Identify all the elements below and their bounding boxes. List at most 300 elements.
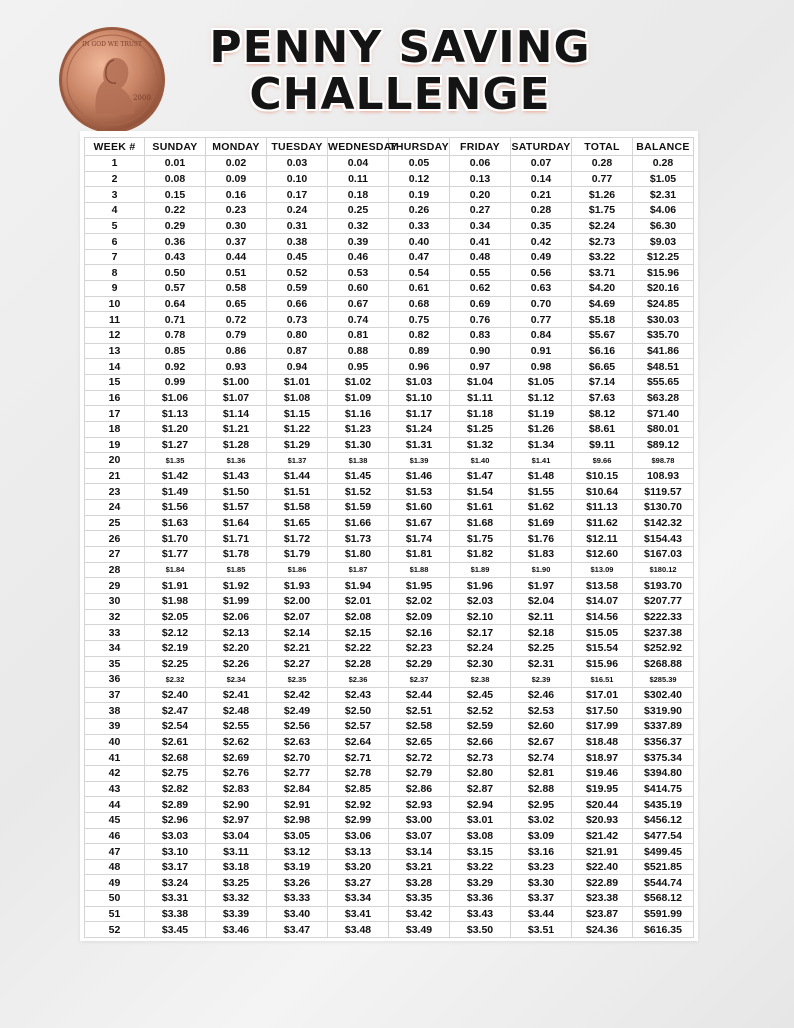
table-row (85, 484, 694, 500)
week-number-cell: 32 (85, 609, 145, 625)
week-number-cell: 34 (85, 640, 145, 656)
amount-cell: 0.24 (267, 202, 328, 218)
amount-cell: 0.20 (450, 187, 511, 203)
table-row (85, 797, 694, 813)
amount-cell: $3.71 (572, 265, 633, 281)
amount-cell: 0.57 (145, 281, 206, 297)
amount-cell: $4.20 (572, 281, 633, 297)
amount-cell: $2.03 (450, 593, 511, 609)
amount-cell: $3.29 (450, 875, 511, 891)
amount-cell: $1.36 (206, 453, 267, 469)
amount-cell: $2.45 (450, 687, 511, 703)
amount-cell: $1.53 (389, 484, 450, 500)
amount-cell: $1.46 (389, 468, 450, 484)
amount-cell: $1.76 (511, 531, 572, 547)
amount-cell: $1.23 (328, 421, 389, 437)
amount-cell: $1.86 (267, 562, 328, 578)
column-header: WEDNESDAY (328, 138, 389, 156)
table-row (85, 312, 694, 328)
amount-cell: $8.61 (572, 421, 633, 437)
amount-cell: 0.27 (450, 202, 511, 218)
amount-cell: $2.51 (389, 703, 450, 719)
amount-cell: 0.50 (145, 265, 206, 281)
week-number-cell: 29 (85, 578, 145, 594)
table-row (85, 719, 694, 735)
amount-cell: $1.26 (572, 187, 633, 203)
amount-cell: $394.80 (633, 765, 694, 781)
amount-cell: 0.25 (328, 202, 389, 218)
column-header: BALANCE (633, 138, 694, 156)
amount-cell: $19.46 (572, 765, 633, 781)
amount-cell: $1.98 (145, 593, 206, 609)
amount-cell: $3.48 (328, 922, 389, 938)
amount-cell: $10.15 (572, 468, 633, 484)
amount-cell: 0.28 (511, 202, 572, 218)
amount-cell: 0.29 (145, 218, 206, 234)
week-number-cell: 15 (85, 374, 145, 390)
amount-cell: $15.96 (633, 265, 694, 281)
week-number-cell: 16 (85, 390, 145, 406)
amount-cell: $1.74 (389, 531, 450, 547)
week-number-cell: 13 (85, 343, 145, 359)
amount-cell: $2.66 (450, 734, 511, 750)
table-row (85, 891, 694, 907)
amount-cell: $375.34 (633, 750, 694, 766)
amount-cell: $35.70 (633, 328, 694, 344)
amount-cell: $1.42 (145, 468, 206, 484)
amount-cell: 0.36 (145, 234, 206, 250)
amount-cell: 0.80 (267, 328, 328, 344)
amount-cell: $2.80 (450, 765, 511, 781)
amount-cell: $4.69 (572, 296, 633, 312)
amount-cell: $2.12 (145, 625, 206, 641)
amount-cell: $1.49 (145, 484, 206, 500)
table-row (85, 640, 694, 656)
amount-cell: $2.75 (145, 765, 206, 781)
column-header: SUNDAY (145, 138, 206, 156)
amount-cell: $3.47 (267, 922, 328, 938)
amount-cell: 0.71 (145, 312, 206, 328)
amount-cell: $3.00 (389, 812, 450, 828)
amount-cell: $2.59 (450, 719, 511, 735)
amount-cell: 0.55 (450, 265, 511, 281)
amount-cell: $2.08 (328, 609, 389, 625)
amount-cell: $2.44 (389, 687, 450, 703)
table-row (85, 609, 694, 625)
amount-cell: $1.20 (145, 421, 206, 437)
amount-cell: $1.93 (267, 578, 328, 594)
amount-cell: $130.70 (633, 500, 694, 516)
amount-cell: $207.77 (633, 593, 694, 609)
amount-cell: $6.16 (572, 343, 633, 359)
amount-cell: 0.22 (145, 202, 206, 218)
amount-cell: $3.18 (206, 859, 267, 875)
amount-cell: $180.12 (633, 562, 694, 578)
amount-cell: 0.45 (267, 249, 328, 265)
amount-cell: $2.20 (206, 640, 267, 656)
table-row (85, 265, 694, 281)
amount-cell: $1.32 (450, 437, 511, 453)
amount-cell: $18.48 (572, 734, 633, 750)
amount-cell: 0.34 (450, 218, 511, 234)
amount-cell: $2.04 (511, 593, 572, 609)
amount-cell: $48.51 (633, 359, 694, 375)
title-line-1: PENNY SAVING (209, 22, 591, 73)
amount-cell: $3.51 (511, 922, 572, 938)
amount-cell: $2.52 (450, 703, 511, 719)
amount-cell: $1.47 (450, 468, 511, 484)
column-header: TOTAL (572, 138, 633, 156)
amount-cell: $2.73 (572, 234, 633, 250)
amount-cell: $2.24 (572, 218, 633, 234)
amount-cell: 0.77 (511, 312, 572, 328)
amount-cell: $2.07 (267, 609, 328, 625)
amount-cell: $13.58 (572, 578, 633, 594)
amount-cell: $1.69 (511, 515, 572, 531)
amount-cell: 0.82 (389, 328, 450, 344)
amount-cell: 0.08 (145, 171, 206, 187)
amount-cell: $268.88 (633, 656, 694, 672)
amount-cell: $80.01 (633, 421, 694, 437)
table-row (85, 531, 694, 547)
amount-cell: $3.42 (389, 906, 450, 922)
table-row (85, 374, 694, 390)
amount-cell: $2.62 (206, 734, 267, 750)
week-number-cell: 38 (85, 703, 145, 719)
week-number-cell: 28 (85, 562, 145, 578)
amount-cell: $1.62 (511, 500, 572, 516)
week-number-cell: 19 (85, 437, 145, 453)
amount-cell: 0.26 (389, 202, 450, 218)
amount-cell: $1.44 (267, 468, 328, 484)
amount-cell: $3.22 (572, 249, 633, 265)
amount-cell: $3.03 (145, 828, 206, 844)
amount-cell: $1.40 (450, 453, 511, 469)
week-number-cell: 51 (85, 906, 145, 922)
amount-cell: $1.11 (450, 390, 511, 406)
amount-cell: 0.56 (511, 265, 572, 281)
amount-cell: 0.33 (389, 218, 450, 234)
amount-cell: $22.89 (572, 875, 633, 891)
amount-cell: 0.96 (389, 359, 450, 375)
penny-year: 2000 (133, 94, 151, 102)
amount-cell: $1.25 (450, 421, 511, 437)
amount-cell: $2.06 (206, 609, 267, 625)
amount-cell: $2.42 (267, 687, 328, 703)
amount-cell: 0.37 (206, 234, 267, 250)
column-header: THURSDAY (389, 138, 450, 156)
week-number-cell: 5 (85, 218, 145, 234)
week-number-cell: 7 (85, 249, 145, 265)
amount-cell: $13.09 (572, 562, 633, 578)
amount-cell: 0.77 (572, 171, 633, 187)
amount-cell: $2.97 (206, 812, 267, 828)
amount-cell: $1.35 (145, 453, 206, 469)
amount-cell: 0.95 (328, 359, 389, 375)
table-row (85, 343, 694, 359)
penny-motto: IN GOD WE TRUST (81, 41, 143, 48)
amount-cell: 0.05 (389, 156, 450, 172)
amount-cell: 0.69 (450, 296, 511, 312)
amount-cell: $3.36 (450, 891, 511, 907)
table-row (85, 187, 694, 203)
amount-cell: $2.23 (389, 640, 450, 656)
amount-cell: $63.28 (633, 390, 694, 406)
amount-cell: $1.07 (206, 390, 267, 406)
amount-cell: $2.39 (511, 672, 572, 688)
column-header: FRIDAY (450, 138, 511, 156)
amount-cell: $6.30 (633, 218, 694, 234)
table-row (85, 859, 694, 875)
amount-cell: $2.79 (389, 765, 450, 781)
amount-cell: 0.61 (389, 281, 450, 297)
amount-cell: $3.31 (145, 891, 206, 907)
amount-cell: $2.25 (145, 656, 206, 672)
week-number-cell: 9 (85, 281, 145, 297)
amount-cell: 0.85 (145, 343, 206, 359)
amount-cell: $3.49 (389, 922, 450, 938)
table-row (85, 547, 694, 563)
amount-cell: $2.16 (389, 625, 450, 641)
amount-cell: $3.46 (206, 922, 267, 938)
amount-cell: $3.11 (206, 844, 267, 860)
amount-cell: $1.58 (267, 500, 328, 516)
amount-cell: $2.36 (328, 672, 389, 688)
week-number-cell: 49 (85, 875, 145, 891)
amount-cell: $1.82 (450, 547, 511, 563)
amount-cell: $1.77 (145, 547, 206, 563)
week-number-cell: 41 (85, 750, 145, 766)
amount-cell: $2.76 (206, 765, 267, 781)
amount-cell: $1.17 (389, 406, 450, 422)
amount-cell: $435.19 (633, 797, 694, 813)
table-row (85, 437, 694, 453)
amount-cell: $11.13 (572, 500, 633, 516)
week-number-cell: 20 (85, 453, 145, 469)
amount-cell: 0.51 (206, 265, 267, 281)
amount-cell: $2.21 (267, 640, 328, 656)
amount-cell: 0.59 (267, 281, 328, 297)
amount-cell: $2.63 (267, 734, 328, 750)
amount-cell: $9.66 (572, 453, 633, 469)
amount-cell: $2.96 (145, 812, 206, 828)
amount-cell: $167.03 (633, 547, 694, 563)
amount-cell: $1.12 (511, 390, 572, 406)
amount-cell: 0.35 (511, 218, 572, 234)
amount-cell: 0.72 (206, 312, 267, 328)
amount-cell: $1.37 (267, 453, 328, 469)
amount-cell: 0.28 (633, 156, 694, 172)
amount-cell: $12.25 (633, 249, 694, 265)
amount-cell: $2.57 (328, 719, 389, 735)
amount-cell: 0.41 (450, 234, 511, 250)
amount-cell: $1.52 (328, 484, 389, 500)
amount-cell: $22.40 (572, 859, 633, 875)
amount-cell: $3.15 (450, 844, 511, 860)
amount-cell: $1.16 (328, 406, 389, 422)
week-number-cell: 42 (85, 765, 145, 781)
amount-cell: $3.45 (145, 922, 206, 938)
amount-cell: $2.46 (511, 687, 572, 703)
amount-cell: $3.28 (389, 875, 450, 891)
amount-cell: $237.38 (633, 625, 694, 641)
table-row (85, 687, 694, 703)
amount-cell: 0.64 (145, 296, 206, 312)
week-number-cell: 3 (85, 187, 145, 203)
amount-cell: 0.02 (206, 156, 267, 172)
amount-cell: $568.12 (633, 891, 694, 907)
amount-cell: $1.63 (145, 515, 206, 531)
amount-cell: 0.67 (328, 296, 389, 312)
amount-cell: $12.11 (572, 531, 633, 547)
amount-cell: $2.25 (511, 640, 572, 656)
amount-cell: $4.06 (633, 202, 694, 218)
amount-cell: $1.21 (206, 421, 267, 437)
amount-cell: 0.53 (328, 265, 389, 281)
amount-cell: $1.88 (389, 562, 450, 578)
amount-cell: $1.95 (389, 578, 450, 594)
amount-cell: $2.54 (145, 719, 206, 735)
amount-cell: 0.14 (511, 171, 572, 187)
amount-cell: $414.75 (633, 781, 694, 797)
amount-cell: $2.50 (328, 703, 389, 719)
amount-cell: $3.01 (450, 812, 511, 828)
week-number-cell: 45 (85, 812, 145, 828)
amount-cell: $2.89 (145, 797, 206, 813)
amount-cell: $30.03 (633, 312, 694, 328)
amount-cell: $2.70 (267, 750, 328, 766)
amount-cell: $2.98 (267, 812, 328, 828)
amount-cell: $15.54 (572, 640, 633, 656)
amount-cell: $1.01 (267, 374, 328, 390)
amount-cell: $1.26 (511, 421, 572, 437)
amount-cell: 0.84 (511, 328, 572, 344)
column-header: SATURDAY (511, 138, 572, 156)
week-number-cell: 2 (85, 171, 145, 187)
week-number-cell: 44 (85, 797, 145, 813)
amount-cell: 0.17 (267, 187, 328, 203)
table-row (85, 844, 694, 860)
amount-cell: $2.85 (328, 781, 389, 797)
week-number-cell: 24 (85, 500, 145, 516)
amount-cell: $3.04 (206, 828, 267, 844)
week-number-cell: 4 (85, 202, 145, 218)
amount-cell: $2.87 (450, 781, 511, 797)
table-row (85, 672, 694, 688)
amount-cell: $319.90 (633, 703, 694, 719)
amount-cell: 0.52 (267, 265, 328, 281)
table-row (85, 171, 694, 187)
amount-cell: $1.84 (145, 562, 206, 578)
amount-cell: $3.43 (450, 906, 511, 922)
amount-cell: $302.40 (633, 687, 694, 703)
amount-cell: $1.34 (511, 437, 572, 453)
amount-cell: 0.49 (511, 249, 572, 265)
amount-cell: $1.96 (450, 578, 511, 594)
table-row (85, 922, 694, 938)
amount-cell: $1.55 (511, 484, 572, 500)
amount-cell: 0.28 (572, 156, 633, 172)
amount-cell: $2.37 (389, 672, 450, 688)
amount-cell: 0.86 (206, 343, 267, 359)
amount-cell: $2.18 (511, 625, 572, 641)
amount-cell: 0.48 (450, 249, 511, 265)
week-number-cell: 37 (85, 687, 145, 703)
week-number-cell: 8 (85, 265, 145, 281)
amount-cell: $1.02 (328, 374, 389, 390)
amount-cell: $3.34 (328, 891, 389, 907)
amount-cell: $3.16 (511, 844, 572, 860)
amount-cell: $2.22 (328, 640, 389, 656)
week-number-cell: 43 (85, 781, 145, 797)
amount-cell: $89.12 (633, 437, 694, 453)
amount-cell: $2.90 (206, 797, 267, 813)
amount-cell: $3.41 (328, 906, 389, 922)
week-number-cell: 1 (85, 156, 145, 172)
amount-cell: $2.48 (206, 703, 267, 719)
amount-cell: 0.66 (267, 296, 328, 312)
amount-cell: $1.05 (511, 374, 572, 390)
amount-cell: $7.14 (572, 374, 633, 390)
amount-cell: $2.81 (511, 765, 572, 781)
amount-cell: $1.19 (511, 406, 572, 422)
amount-cell: $1.87 (328, 562, 389, 578)
amount-cell: $456.12 (633, 812, 694, 828)
amount-cell: $1.14 (206, 406, 267, 422)
amount-cell: $252.92 (633, 640, 694, 656)
amount-cell: 0.10 (267, 171, 328, 187)
amount-cell: $1.56 (145, 500, 206, 516)
amount-cell: $8.12 (572, 406, 633, 422)
amount-cell: $24.85 (633, 296, 694, 312)
amount-cell: $1.80 (328, 547, 389, 563)
amount-cell: 0.70 (511, 296, 572, 312)
table-row (85, 296, 694, 312)
week-number-cell: 6 (85, 234, 145, 250)
amount-cell: 0.21 (511, 187, 572, 203)
amount-cell: $23.87 (572, 906, 633, 922)
amount-cell: $1.60 (389, 500, 450, 516)
amount-cell: $1.45 (328, 468, 389, 484)
amount-cell: 0.75 (389, 312, 450, 328)
amount-cell: $142.32 (633, 515, 694, 531)
amount-cell: $17.50 (572, 703, 633, 719)
amount-cell: $2.53 (511, 703, 572, 719)
amount-cell: 0.73 (267, 312, 328, 328)
amount-cell: $2.09 (389, 609, 450, 625)
amount-cell: $9.11 (572, 437, 633, 453)
amount-cell: $2.27 (267, 656, 328, 672)
amount-cell: 0.91 (511, 343, 572, 359)
amount-cell: $1.99 (206, 593, 267, 609)
amount-cell: 0.18 (328, 187, 389, 203)
amount-cell: $1.05 (633, 171, 694, 187)
week-number-cell: 46 (85, 828, 145, 844)
amount-cell: $1.78 (206, 547, 267, 563)
amount-cell: $1.68 (450, 515, 511, 531)
amount-cell: $21.91 (572, 844, 633, 860)
amount-cell: $1.79 (267, 547, 328, 563)
amount-cell: 0.76 (450, 312, 511, 328)
amount-cell: $3.10 (145, 844, 206, 860)
table-row (85, 593, 694, 609)
amount-cell: 0.81 (328, 328, 389, 344)
amount-cell: $2.64 (328, 734, 389, 750)
amount-cell: $2.55 (206, 719, 267, 735)
amount-cell: $20.44 (572, 797, 633, 813)
amount-cell: $3.22 (450, 859, 511, 875)
amount-cell: $2.91 (267, 797, 328, 813)
